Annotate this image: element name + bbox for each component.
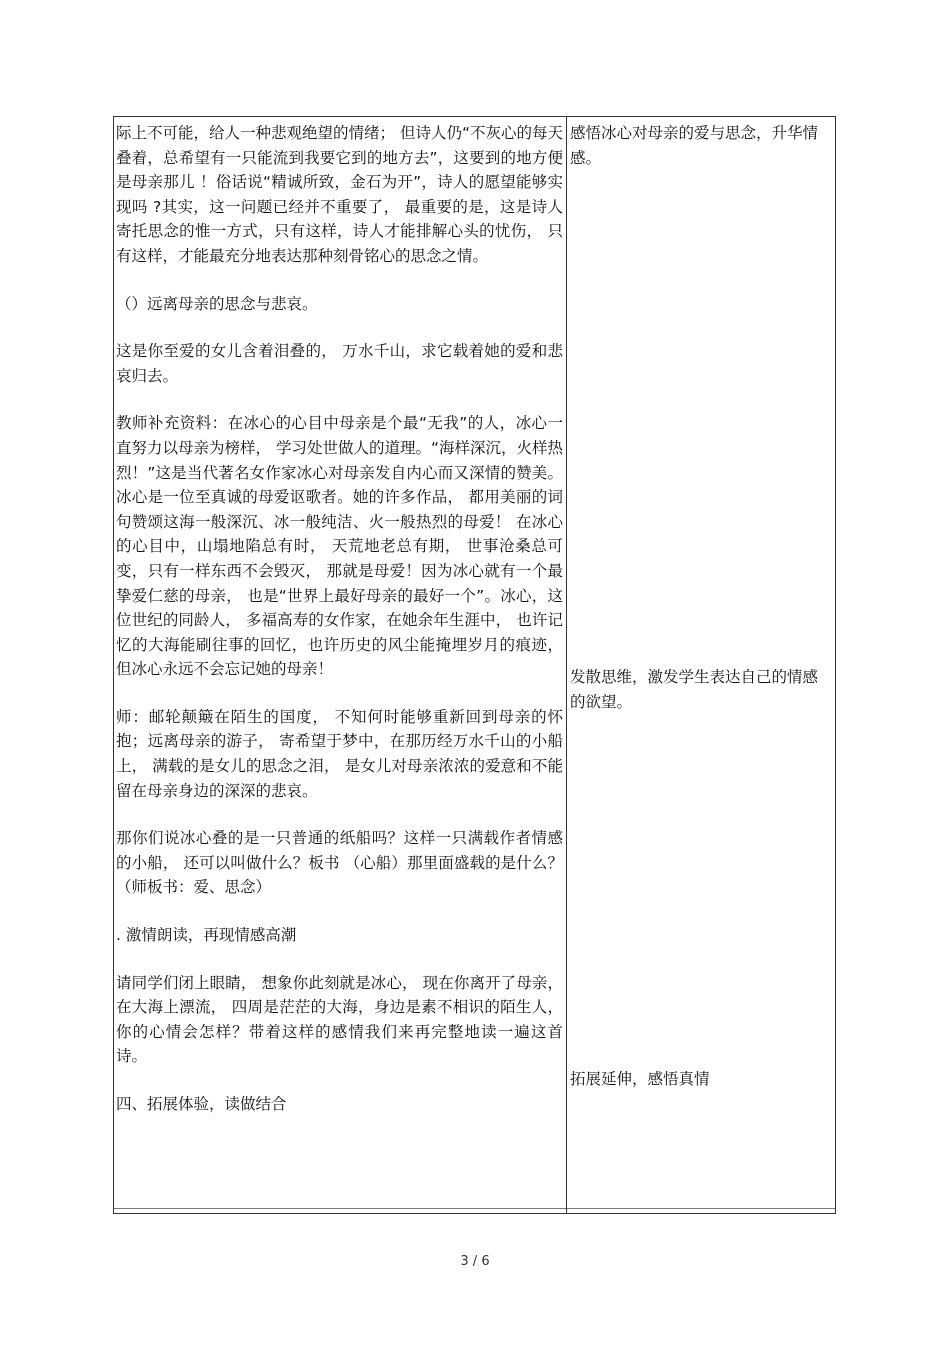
paragraph-reading-heading: . 激情朗读，再现情感高潮 xyxy=(116,926,297,945)
paragraph-section-heading: （）远离母亲的思念与悲哀。 xyxy=(116,294,318,313)
intent-note-1: 感悟冰心对母亲的爱与思念，升华情感。 xyxy=(570,124,819,167)
paragraph-poem-quote: 这是你至爱的女儿含着泪叠的， 万水千山，求它载着她的爱和悲哀归去。 xyxy=(116,342,563,385)
paragraph-teacher-material: 教师补充资料：在冰心的心目中母亲是个最“无我”的人，冰心一直努力以母亲为榜样， 学习处世做人的道理。“海样深沉，火样热烈！”这是当代著名女作家冰心对母亲发自内心而又深情的赞美。 冰心是一位至真诚的母爱讴歌者。她的许多作品， 都用美丽的词句赞颂这海一般深沉、冰一般纯洁、火一般热烈的母爱！ 在冰心的心目中，山塌地陷总有时， 天荒地老总有期， 世事沧桑总可变，只有一样东西不会毁灭， 那就是母爱！因为冰心就有一个最挚爱仁慈的母亲， 也是“世界上最好母亲的最好一个”。冰心，这位世纪的同龄人， 多福高寿的女作家，在她余年生涯中， 也许记忆的大海能刷往事的回忆，也许历史的风尘能掩埋岁月的痕迹， 但冰心永远不会忘记她的母亲！ xyxy=(116,414,563,679)
teaching-process-column xyxy=(114,117,567,1213)
paragraph-reading-instruction: 请同学们闭上眼睛， 想象你此刻就是冰心， 现在你离开了母亲，在大海上漂流， 四周是茫茫的大海，身边是素不相识的陌生人， 你的心情会怎样？带着这样的感情我们来再完整地读一遍这首诗。 xyxy=(116,973,563,1066)
paragraph-extension-heading: 四、拓展体验，读做结合 xyxy=(116,1095,287,1113)
page-number: 3 / 6 xyxy=(460,1254,490,1269)
cell-bottom-divider xyxy=(114,1208,566,1209)
paragraph-teacher-talk: 师：邮轮颠簸在陌生的国度， 不知何时能够重新回到母亲的怀抱；远离母亲的游子， 寄希望于梦中，在那历经万水千山的小船上， 满载的是女儿的思念之泪， 是女儿对母亲浓浓的爱意和不能留在母亲身边的深深的悲哀。 xyxy=(116,707,563,800)
intent-note-3: 拓展延伸，感悟真情 xyxy=(570,1070,710,1088)
paragraph-poet-hope: 际上不可能，给人一种悲观绝望的情绪； 但诗人仍“不灰心的每天叠着，总希望有一只能流到我要它到的地方去”，这要到的地方便是母亲那儿 ！俗话说“精诚所致，金石为开”，诗人的愿望能够实现吗 ?其实，这一问题已经并不重要了， 最重要的是，这是诗人寄托思念的惟一方式，只有这样，诗人才能排解心头的忧伤， 只有这样，才能最充分地表达那种刻骨铭心的思念之情。 xyxy=(116,124,563,265)
design-intent-column xyxy=(567,117,835,1213)
paragraph-paper-boat-question: 那你们说冰心叠的是一只普通的纸船吗？这样一只满载作者情感的小船， 还可以叫做什么？板书 （心船）那里面盛载的是什么？（师板书：爱、思念） xyxy=(116,829,563,897)
intent-note-2: 发散思维，激发学生表达自己的情感的欲望。 xyxy=(570,668,819,711)
lesson-plan-table xyxy=(113,116,836,1214)
cell-bottom-divider xyxy=(567,1208,835,1209)
